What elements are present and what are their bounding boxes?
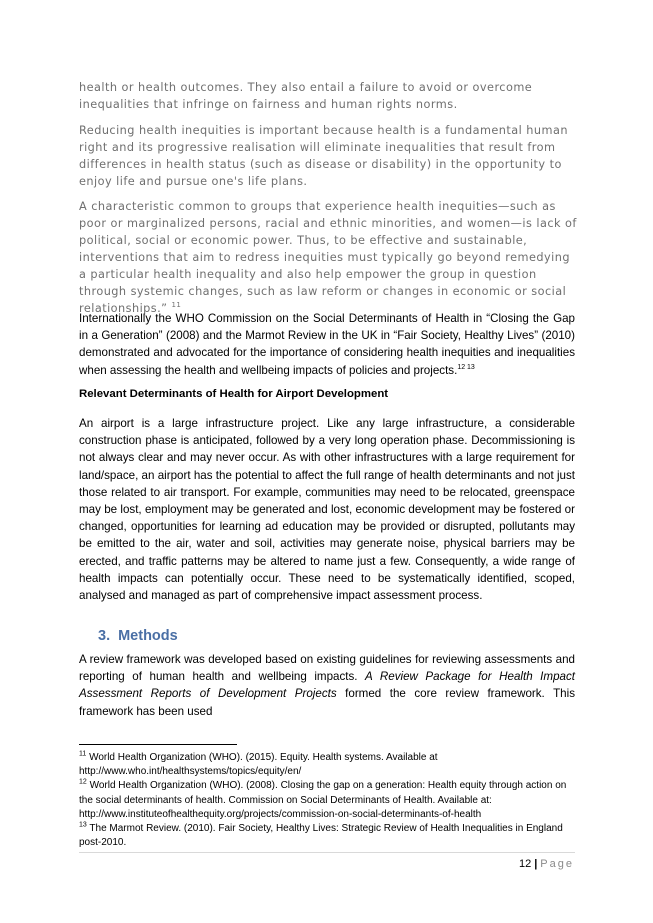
- quote-paragraph-2: [79, 122, 579, 190]
- page-separator: |: [534, 858, 538, 870]
- subheading-airport-determinants: Relevant Determinants of Health for Airport Development: [79, 388, 389, 400]
- footnote-text: World Health Organization (WHO). (2015). Equity. Health systems. Available at http://www.who.int/healthsystems/topics/equity/en/: [79, 752, 438, 778]
- footnote-refs-12-13[interactable]: 12 13: [457, 363, 475, 371]
- section-title: Methods: [118, 628, 178, 644]
- footnote-number: 12: [79, 779, 87, 787]
- methods-text-italic: A Review Package for Health Impact Assessment Reports of Development Projects: [79, 670, 575, 701]
- page-number: 12: [518, 858, 532, 870]
- quote-paragraph-3: [79, 198, 579, 317]
- methods-text-before: A review framework was developed based on existing guidelines for reviewing assessments and reporting of human health and wellbeing impacts.: [79, 653, 575, 684]
- section-number: 3.: [98, 628, 111, 644]
- paragraph-who: [79, 310, 575, 379]
- footnote-text: World Health Organization (WHO). (2008). Closing the gap on a generation: Health equity through action on the social determinants of health. Commission on Social Determinants of Health. Available at: http://www.instituteofhealthequity.org/projects/commission-on-social-determinants-of-health: [79, 780, 567, 820]
- quote-paragraph-3-text: A characteristic common to groups that experience health inequities—such as poor or marginalized persons, racial and ethnic minorities, and women—is lack of political, social or economic power. Thus, to be effective and sustainable, interventions that aim to redress inequities must typically go beyond remedying a particular health inequality and also help empower the group in question through systemic changes, such as law reform or changes in economic or social relationships.”: [79, 200, 577, 315]
- quote-paragraph-1: [79, 79, 579, 113]
- methods-text-after: formed the core review framework. This framework has been used: [79, 687, 575, 718]
- footnote-12: [79, 779, 579, 822]
- footnote-ref-11[interactable]: 11: [171, 301, 182, 310]
- page-footer: [519, 858, 574, 870]
- paragraph-who-text: Internationally the WHO Commission on the Social Determinants of Health in “Closing the Gap in a Generation” (2008) and the Marmot Review in the UK in “Fair Society, Healthy Lives” (2010) demonstrated and advocated for the importance of considering health inequities and inequalities when assessing the health and wellbeing impacts of policies and projects.: [79, 312, 575, 377]
- paragraph-airport: An airport is a large infrastructure project. Like any large infrastructure, a considerable construction phase is anticipated, followed by a very long operation phase. Decommissioning is not always clear and may never occur. As with other infrastructures with a large requirement for land/space, an airport has the potential to affect the full range of health determinants and not just those related to air transport. For example, communities may need to be relocated, greenspace may be lost, employment may be generated and lost, economic development may be fostered or changed, opportunities for learning ad education may be provided or disrupted, pollutants may be emitted to the air, water and soil, activities may generate noise, physical barriers may be erected, and traffic patterns may be altered to name just a few. Consequently, a wide range of health impacts can potentially occur. These need to be systematically identified, scoped, analysed and managed as part of comprehensive impact assessment process.: [79, 417, 575, 603]
- footnote-number: 11: [79, 750, 87, 758]
- paragraph-methods: [79, 651, 575, 720]
- page-label: Page: [540, 858, 574, 870]
- quote-paragraph-1-text: health or health outcomes. They also entail a failure to avoid or overcome inequalities that infringe on fairness and human rights norms.: [79, 81, 533, 111]
- quote-paragraph-2-text: Reducing health inequities is important because health is a fundamental human right and its progressive realisation will eliminate inequalities that result from differences in health status (such as disease or disability) in the opportunity to enjoy life and pursue one's life plans.: [79, 124, 568, 188]
- footnotes: [79, 751, 579, 850]
- section-heading-methods: [98, 628, 178, 644]
- footnote-11: [79, 751, 579, 779]
- footnote-text: The Marmot Review. (2010). Fair Society, Healthy Lives: Strategic Review of Health Inequalities in England post-2010.: [79, 823, 563, 849]
- footnote-13: [79, 822, 579, 850]
- footnote-divider: [79, 744, 237, 745]
- footer-divider: [79, 852, 575, 853]
- footnote-number: 13: [79, 821, 87, 829]
